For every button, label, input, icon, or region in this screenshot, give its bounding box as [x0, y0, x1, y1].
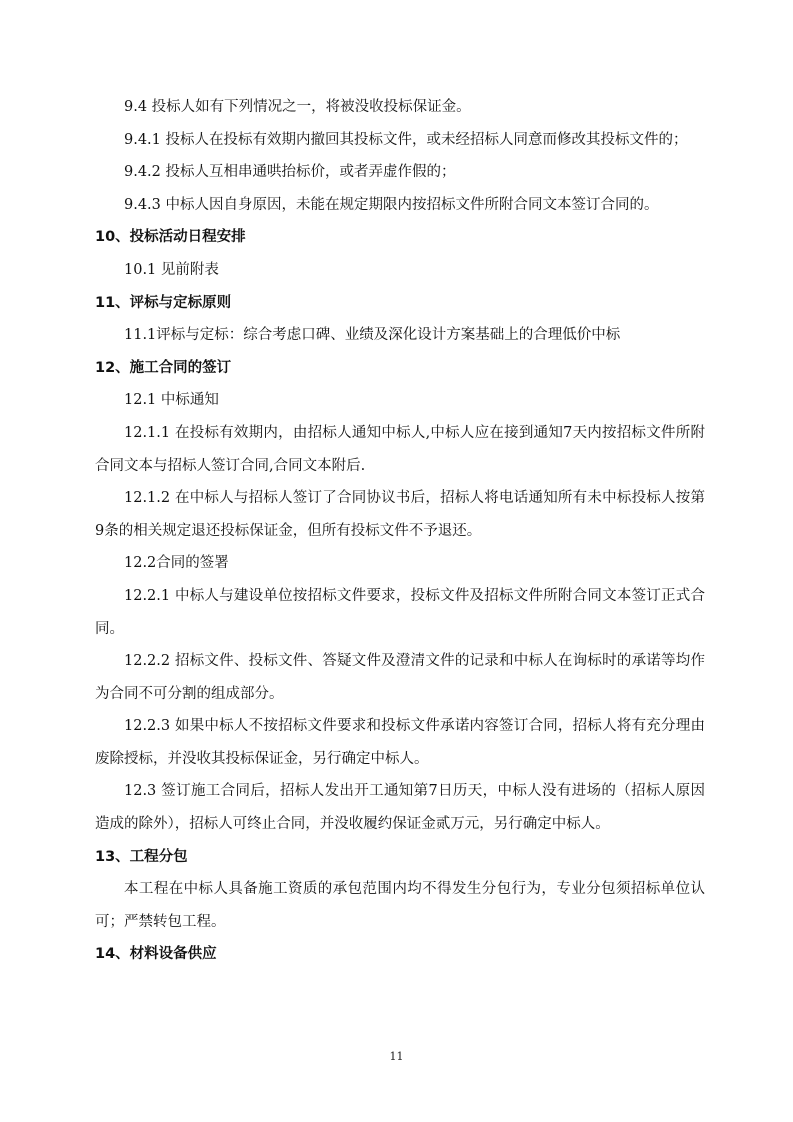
paragraph-9-4: 9.4 投标人如有下列情况之一，将被没收投标保证金。: [124, 99, 471, 115]
paragraph-9-4-3: 9.4.3 中标人因自身原因，未能在规定期限内按招标文件所附合同文本签订合同的。: [124, 196, 659, 213]
paragraph-12-2-1: 12.2.1 中标人与建设单位按招标文件要求，投标文件及招标文件所附合同文本签订正式合同。: [95, 587, 705, 637]
paragraph-10-1: 10.1 见前附表: [124, 261, 219, 278]
paragraph-11-1: 11.1评标与定标：综合考虑口碑、业绩及深化设计方案基础上的合理低价中标: [124, 327, 621, 344]
paragraph-13-body: 本工程在中标人具备施工资质的承包范围内均不得发生分包行为，专业分包须招标单位认可；严禁转包工程。: [95, 881, 705, 930]
paragraph-9-4-2: 9.4.2 投标人互相串通哄抬标价，或者弄虚作假的；: [124, 164, 456, 181]
paragraph-12-2-3: 12.2.3 如果中标人不按招标文件要求和投标文件承诺内容签订合同，招标人将有充分理由废除授标，并没收其投标保证金，另行确定中标人。: [95, 718, 705, 767]
paragraph-12-1: 12.1 中标通知: [124, 392, 219, 409]
section-heading-11: 11、评标与定标原则: [95, 294, 232, 311]
page-number: 11: [389, 1050, 404, 1063]
paragraph-12-2: 12.2合同的签署: [124, 555, 229, 572]
paragraph-9-4-1: 9.4.1 投标人在投标有效期内撤回其投标文件，或未经招标人同意而修改其投标文件的；: [124, 131, 688, 148]
section-heading-12: 12、施工合同的签订: [95, 359, 232, 376]
paragraph-12-1-1: 12.1.1 在投标有效期内，由招标人通知中标人,中标人应在接到通知7天内按招标文件所附合同文本与招标人签订合同,合同文本附后.: [95, 424, 705, 474]
paragraph-12-1-2: 12.1.2 在中标人与招标人签订了合同协议书后，招标人将电话通知所有未中标投标人按第9条的相关规定退还投标保证金，但所有投标文件不予退还。: [95, 490, 705, 539]
section-heading-14: 14、材料设备供应: [95, 946, 217, 963]
section-heading-13: 13、工程分包: [95, 848, 188, 865]
document-body: [95, 91, 705, 971]
paragraph-12-2-2: 12.2.2 招标文件、投标文件、答疑文件及澄清文件的记录和中标人在询标时的承诺等均作为合同不可分割的组成部分。: [95, 653, 705, 702]
section-heading-10: 10、投标活动日程安排: [95, 229, 246, 246]
paragraph-12-3: 12.3 签订施工合同后，招标人发出开工通知第7日历天，中标人没有进场的（招标人原因造成的除外），招标人可终止合同，并没收履约保证金贰万元，另行确定中标人。: [95, 783, 705, 833]
